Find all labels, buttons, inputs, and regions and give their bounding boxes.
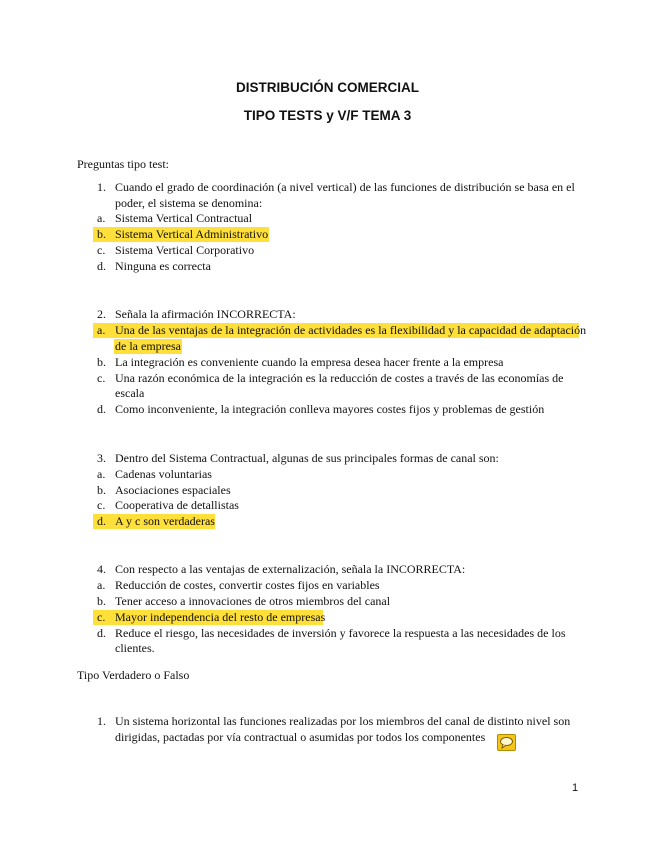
question-1-number: 1. [97, 180, 106, 194]
question-2-text: Señala la afirmación INCORRECTA: [115, 307, 296, 321]
option-text: Ninguna es correcta [115, 259, 211, 273]
question-3-number: 3. [97, 451, 106, 465]
section-test-heading: Preguntas tipo test: [77, 157, 169, 171]
section-vf-heading: Tipo Verdadero o Falso [77, 668, 190, 682]
option-letter: c. [97, 498, 106, 512]
question-4-number: 4. [97, 562, 106, 576]
speech-bubble-icon [498, 735, 515, 750]
option-letter: a. [97, 467, 106, 481]
option-letter: d. [97, 626, 106, 640]
option-letter: c. [97, 371, 106, 385]
option-text-correct: A y c son verdaderas [115, 514, 215, 528]
option-text: Cadenas voluntarias [115, 467, 212, 481]
vf-1-text: Un sistema horizontal las funciones realizadas por los miembros del canal de distinto nivel son [115, 714, 571, 728]
option-text-correct-cont: de la empresa [115, 339, 181, 353]
option-text-correct: Sistema Vertical Administrativo [115, 227, 269, 241]
option-text-correct: Una de las ventajas de la integración de actividades es la flexibilidad y la capacidad de adaptación [115, 323, 587, 337]
document-title: DISTRIBUCIÓN COMERCIAL [236, 80, 419, 95]
option-letter: d. [97, 514, 106, 528]
option-letter: d. [97, 259, 106, 273]
option-letter: a. [97, 323, 106, 337]
option-text: Asociaciones espaciales [115, 483, 231, 497]
question-1-text-cont: poder, el sistema se denomina: [115, 196, 263, 210]
vf-1-text-cont: dirigidas, pactadas por vía contractual o asumidas por todos los componentes [115, 730, 486, 744]
option-text-correct: Mayor independencia del resto de empresas [115, 610, 326, 624]
option-text: Reduce el riesgo, las necesidades de inversión y favorece la respuesta a las necesidades de los [115, 626, 566, 640]
option-text: Sistema Vertical Contractual [115, 211, 253, 225]
question-3-text: Dentro del Sistema Contractual, algunas de sus principales formas de canal son: [115, 451, 499, 465]
vf-1-number: 1. [97, 714, 106, 728]
comment-icon[interactable] [497, 734, 516, 751]
option-letter: b. [97, 227, 106, 241]
option-text: Una razón económica de la integración es la reducción de costes a través de las economías de [115, 371, 564, 385]
option-letter: c. [97, 610, 106, 624]
option-text: La integración es conveniente cuando la empresa desea hacer frente a la empresa [115, 355, 504, 369]
option-letter: c. [97, 243, 106, 257]
option-letter: b. [97, 483, 106, 497]
question-4-text: Con respecto a las ventajas de externalización, señala la INCORRECTA: [115, 562, 466, 576]
option-text: Como inconveniente, la integración conlleva mayores costes fijos y problemas de gestión [115, 402, 545, 416]
option-text: Cooperativa de detallistas [115, 498, 239, 512]
option-text: Tener acceso a innovaciones de otros miembros del canal [115, 594, 391, 608]
option-letter: b. [97, 355, 106, 369]
question-1-text: Cuando el grado de coordinación (a nivel vertical) de las funciones de distribución se basa en el [115, 180, 575, 194]
option-letter: a. [97, 578, 106, 592]
option-text-cont: escala [115, 386, 145, 400]
option-letter: d. [97, 402, 106, 416]
option-text: Reducción de costes, convertir costes fijos en variables [115, 578, 380, 592]
option-letter: b. [97, 594, 106, 608]
option-text: Sistema Vertical Corporativo [115, 243, 255, 257]
page-number: 1 [572, 782, 579, 794]
option-text-cont: clientes. [115, 641, 155, 655]
document-subtitle: TIPO TESTS y V/F TEMA 3 [243, 108, 412, 123]
option-letter: a. [97, 211, 106, 225]
question-2-number: 2. [97, 307, 106, 321]
